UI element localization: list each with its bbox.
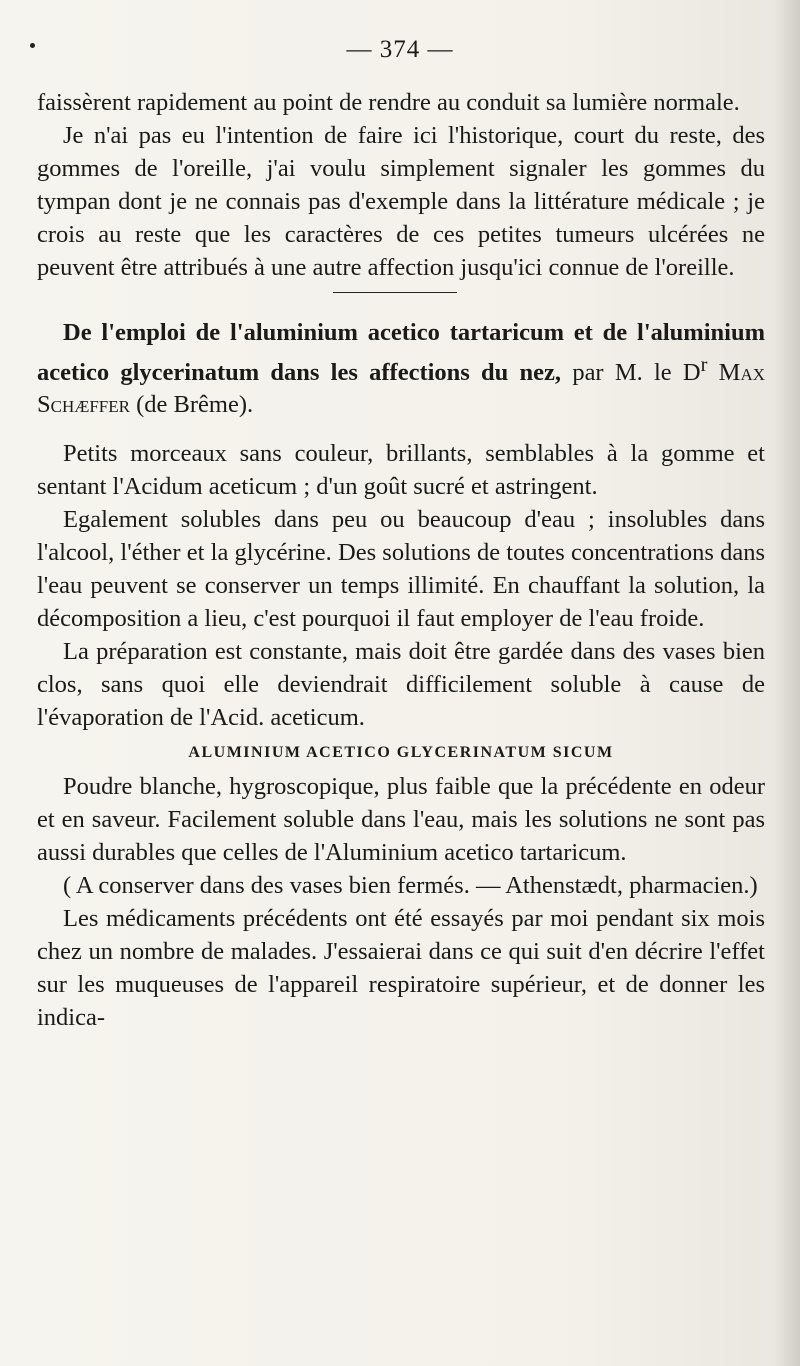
article-title <box>37 317 765 421</box>
paragraph-storage-note: ( A conserver dans des vases bien fermés. — Athenstædt, pharmacien.) <box>63 872 758 900</box>
paragraph-description: Petits morceaux sans couleur, brillants, semblables à la gomme et sentant l'Acidum aceticum ; d'un goût sucré et astringent. <box>37 440 765 501</box>
page-gutter-shadow <box>774 0 800 1366</box>
section-divider <box>333 292 457 293</box>
paragraph-powder: Poudre blanche, hygroscopique, plus faible que la précédente en odeur et en saveur. Facilement soluble dans l'eau, mais les solutions ne sont pas aussi durables que celles de l'Aluminium acetico tartaricum. <box>37 773 765 867</box>
author-name: Max Schæffer <box>37 359 766 419</box>
subheading: ALUMINIUM ACETICO GLYCERINATUM SICUM <box>188 744 614 762</box>
text-column <box>37 86 765 1034</box>
paragraph-historique: Je n'ai pas eu l'intention de faire ici l'historique, court du reste, des gommes de l'oreille, j'ai voulu simplement signaler les gommes du tympan dont je ne connais pas d'exemple dans la littérature médicale ; je crois au reste que les caractères de ces petites tumeurs ulcérées ne peuvent être attribués à une autre affection jusqu'ici connue de l'oreille. <box>37 122 765 281</box>
paragraph-solubility: Egalement solubles dans peu ou beaucoup d'eau ; insolubles dans l'alcool, l'éther et la glycérine. Des solutions de toutes concentrations dans l'eau peuvent se conserver un temps illimité. En chauffant la solution, la décomposition a lieu, c'est pourquoi il faut employer de l'eau froide. <box>37 506 765 633</box>
article-byline: par M. le $D^r$ Max Schæffer (de Brême). <box>37 354 766 419</box>
page-number: — 374 — <box>346 36 454 63</box>
author-place: (de Brême). <box>136 391 254 419</box>
paragraph-preparation: La préparation est constante, mais doit être gardée dans des vases bien clos, sans quoi elle deviendrait difficilement soluble à cause de l'évaporation de l'Acid. aceticum. <box>37 638 765 732</box>
article-title-main: De l'emploi de l'aluminium acetico tartaricum et de l'aluminium acetico glycerinatum dans les affections du nez, <box>37 319 765 387</box>
paragraph-continued: faissèrent rapidement au point de rendre au conduit sa lumière normale. <box>37 89 740 116</box>
paragraph-trials: Les médicaments précédents ont été essayés par moi pendant six mois chez un nombre de malades. J'essaierai dans ce qui suit d'en décrire l'effet sur les muqueuses de l'appareil respiratoire supérieur, et de donner les indica- <box>37 905 765 1032</box>
